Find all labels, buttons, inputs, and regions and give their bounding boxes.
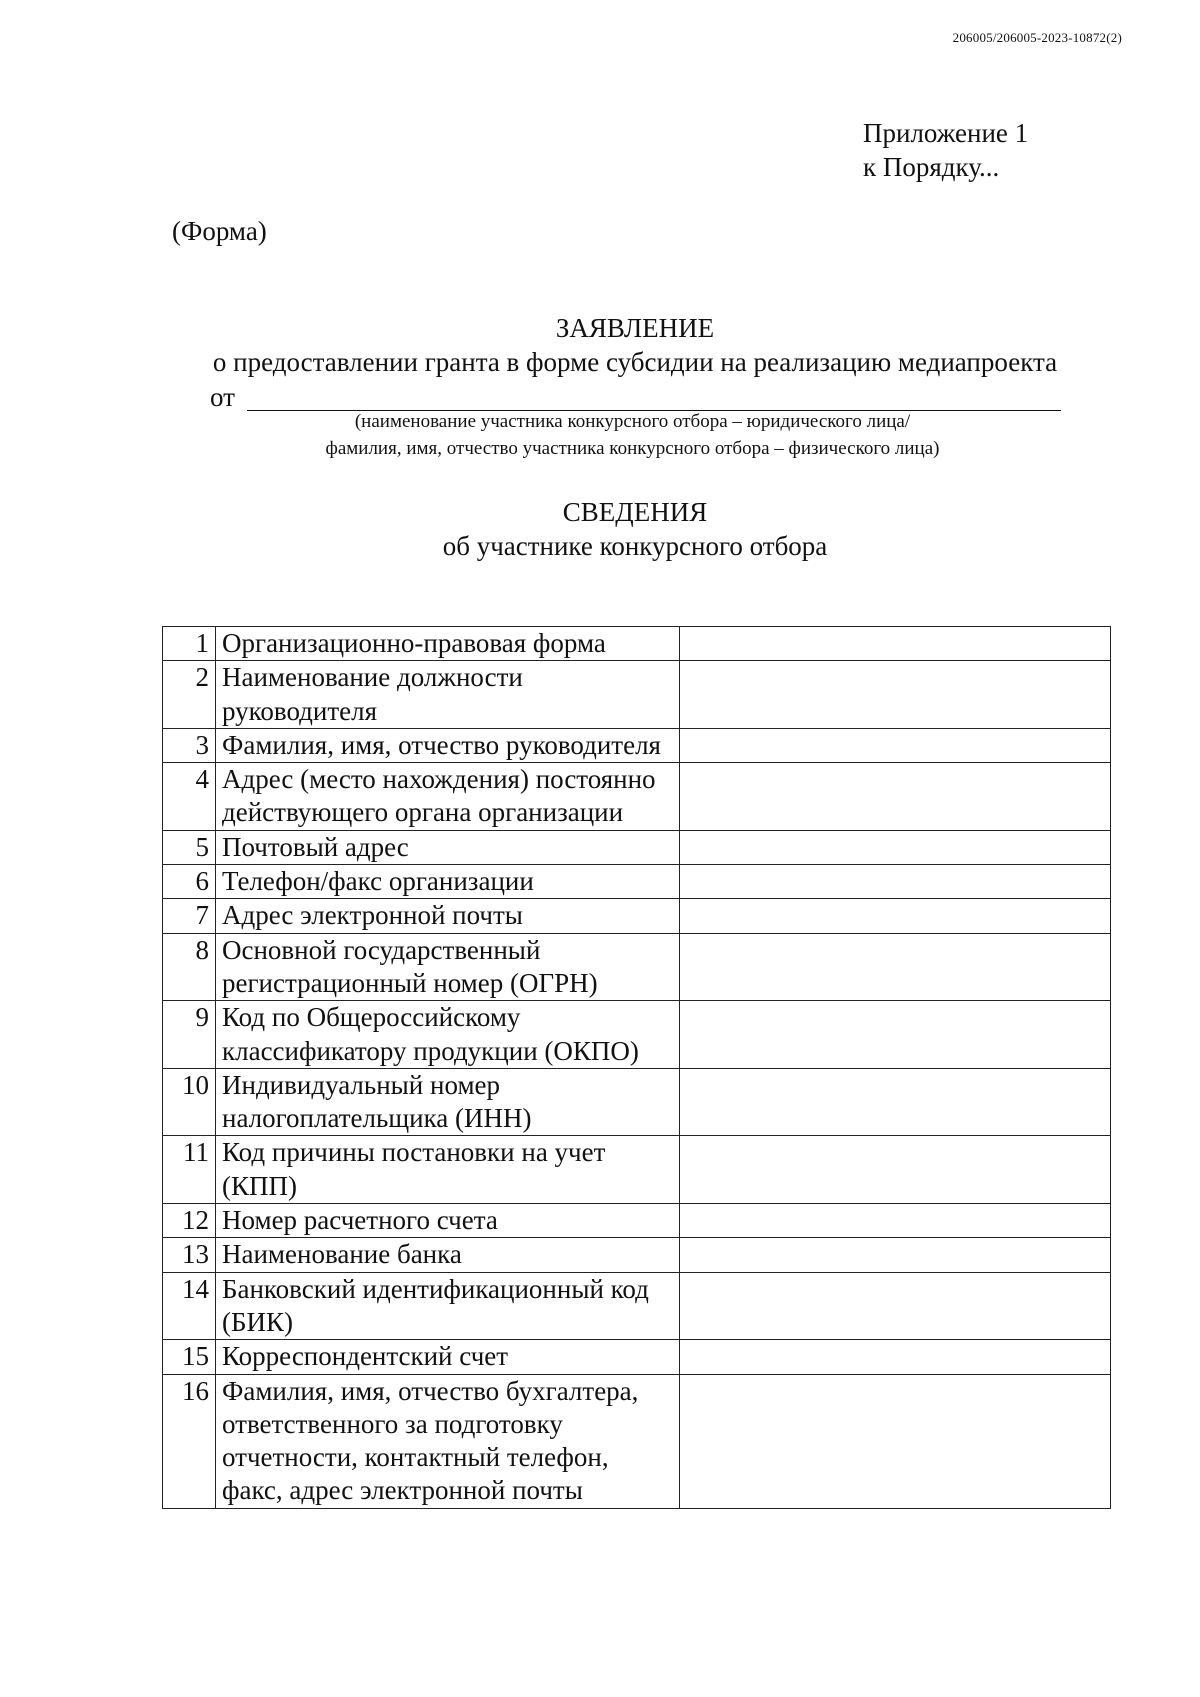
- document-id: 206005/206005-2023-10872(2): [952, 30, 1122, 45]
- row-value-field[interactable]: [680, 899, 1111, 933]
- row-number: 9: [163, 1001, 216, 1069]
- table-row: [163, 1374, 1111, 1508]
- table-row: [163, 763, 1111, 831]
- row-number: 12: [163, 1204, 216, 1238]
- row-value-field[interactable]: [680, 728, 1111, 762]
- participant-info-table: [162, 626, 1111, 1509]
- row-label: Наименование должности руководителя: [216, 661, 680, 729]
- row-value-field[interactable]: [680, 1374, 1111, 1508]
- section-title: СВЕДЕНИЯ: [562, 497, 708, 527]
- row-value-field[interactable]: [680, 1204, 1111, 1238]
- table-row: [163, 728, 1111, 762]
- row-label: Код по Общероссийскому классификатору продукции (ОКПО): [216, 1001, 680, 1069]
- row-number: 10: [163, 1068, 216, 1136]
- application-title-block: [0, 311, 1200, 379]
- applicant-name-hint: [0, 408, 1200, 462]
- row-value-field[interactable]: [680, 865, 1111, 899]
- table-row: [163, 865, 1111, 899]
- row-value-field[interactable]: [680, 627, 1111, 661]
- participant-info-table-body: [163, 627, 1111, 1509]
- table-row: [163, 1204, 1111, 1238]
- row-number: 16: [163, 1374, 216, 1508]
- table-row: [163, 1340, 1111, 1374]
- row-label: Номер расчетного счета: [216, 1204, 680, 1238]
- row-label: Адрес (место нахождения) постоянно действующего органа организации: [216, 763, 680, 831]
- row-number: 13: [163, 1238, 216, 1272]
- row-label: Код причины постановки на учет (КПП): [216, 1136, 680, 1204]
- row-number: 6: [163, 865, 216, 899]
- table-row: [163, 1238, 1111, 1272]
- table-row: [163, 627, 1111, 661]
- row-number: 7: [163, 899, 216, 933]
- row-number: 3: [163, 728, 216, 762]
- row-value-field[interactable]: [680, 1340, 1111, 1374]
- row-number: 14: [163, 1272, 216, 1340]
- table-row: [163, 899, 1111, 933]
- row-value-field[interactable]: [680, 830, 1111, 864]
- row-value-field[interactable]: [680, 1068, 1111, 1136]
- page-subtitle: о предоставлении гранта в форме субсидии на реализацию медиапроекта: [212, 347, 1058, 377]
- row-label: Наименование банка: [216, 1238, 680, 1272]
- from-label: от: [210, 382, 235, 412]
- row-number: 15: [163, 1340, 216, 1374]
- table-row: [163, 830, 1111, 864]
- row-value-field[interactable]: [680, 933, 1111, 1001]
- row-label: Основной государственный регистрационный номер (ОГРН): [216, 933, 680, 1001]
- row-label: Почтовый адрес: [216, 830, 680, 864]
- appendix-line-1: Приложение 1: [863, 118, 1029, 148]
- row-number: 8: [163, 933, 216, 1001]
- row-number: 1: [163, 627, 216, 661]
- table-row: [163, 1001, 1111, 1069]
- hint-line-1: (наименование участника конкурсного отбора – юридического лица/: [354, 411, 911, 432]
- row-label: Фамилия, имя, отчество руководителя: [216, 728, 680, 762]
- form-label: (Форма): [172, 216, 267, 246]
- row-label: Корреспондентский счет: [216, 1340, 680, 1374]
- table-row: [163, 1136, 1111, 1204]
- row-label: Адрес электронной почты: [216, 899, 680, 933]
- row-value-field[interactable]: [680, 1001, 1111, 1069]
- row-number: 5: [163, 830, 216, 864]
- row-value-field[interactable]: [680, 1238, 1111, 1272]
- row-label: Телефон/факс организации: [216, 865, 680, 899]
- appendix-line-2: к Порядку...: [863, 152, 1000, 182]
- row-value-field[interactable]: [680, 763, 1111, 831]
- row-label: Банковский идентификационный код (БИК): [216, 1272, 680, 1340]
- section-subtitle: об участнике конкурсного отбора: [442, 531, 828, 561]
- hint-line-2: фамилия, имя, отчество участника конкурсного отбора – физического лица): [325, 438, 940, 459]
- row-value-field[interactable]: [680, 1136, 1111, 1204]
- page-title: ЗАЯВЛЕНИЕ: [555, 313, 715, 343]
- row-label: Фамилия, имя, отчество бухгалтера, ответственного за подготовку отчетности, контактный телефон, факс, адрес электронной почты: [216, 1374, 680, 1508]
- section-heading: [0, 495, 1200, 563]
- row-label: Организационно-правовая форма: [216, 627, 680, 661]
- table-row: [163, 661, 1111, 729]
- appendix-reference: [863, 116, 1028, 184]
- row-number: 11: [163, 1136, 216, 1204]
- table-row: [163, 1068, 1111, 1136]
- row-value-field[interactable]: [680, 1272, 1111, 1340]
- row-label: Индивидуальный номер налогоплательщика (ИНН): [216, 1068, 680, 1136]
- table-row: [163, 1272, 1111, 1340]
- row-number: 2: [163, 661, 216, 729]
- table-row: [163, 933, 1111, 1001]
- row-value-field[interactable]: [680, 661, 1111, 729]
- row-number: 4: [163, 763, 216, 831]
